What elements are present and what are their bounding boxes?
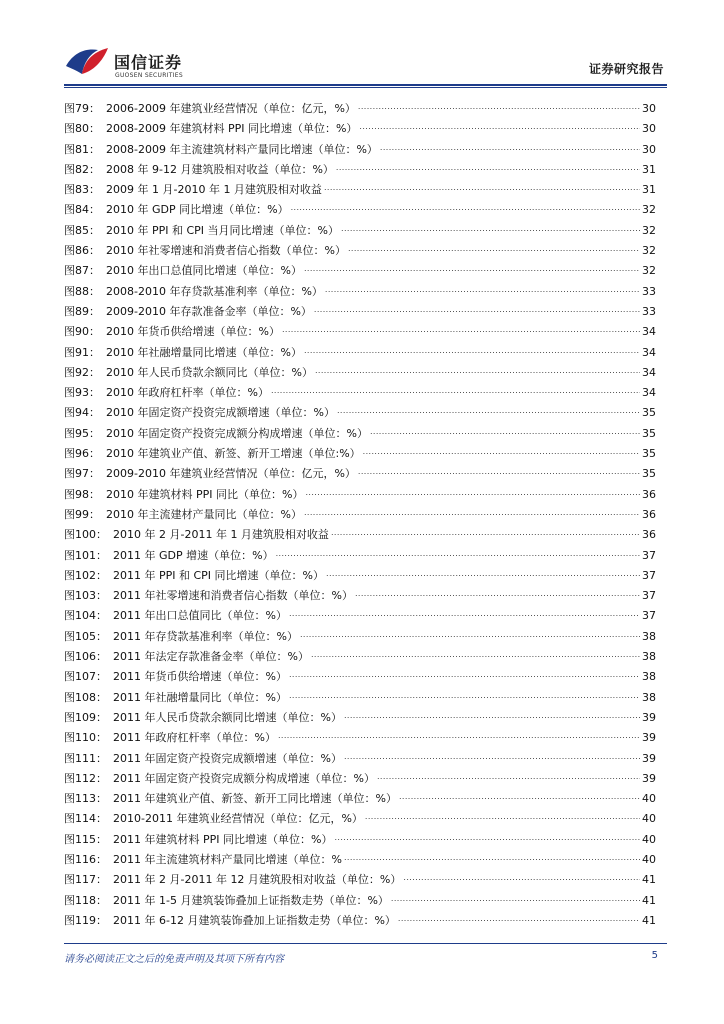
logo-chinese-name: 国信证券 [114,53,183,72]
report-type-label: 证券研究报告 [588,62,664,76]
toc-entry-page: 30 [642,102,656,115]
guosen-logo-mark-icon [64,40,110,80]
toc-entry-page: 39 [642,771,656,785]
toc-entry-title: 2011 年法定存款准备金率（单位：%） [113,650,309,664]
toc-entry-leader [358,96,640,117]
toc-entry-leader [359,116,640,137]
toc-entry-leader [289,664,640,685]
toc-entry-leader [278,725,640,746]
toc-entry-number: 图98： [64,487,100,501]
toc-entry-leader [289,685,640,706]
toc-entry-number: 图99： [64,507,100,521]
toc-entry-leader [291,197,640,218]
toc-entry-number: 图91： [64,345,100,359]
toc-entry[interactable] [64,911,656,931]
page-header [64,40,664,84]
toc-entry-number: 图115： [64,832,107,846]
toc-entry-page: 30 [642,142,656,156]
toc-entry-page: 34 [642,386,656,400]
toc-entry-page: 37 [642,568,656,582]
toc-entry-title: 2010 年 2 月-2011 年 1 月建筑股相对收益 [113,528,329,542]
toc-entry-leader [336,157,640,178]
toc-entry-number: 图88： [64,284,100,298]
toc-entry-page: 40 [642,852,656,866]
toc-entry-leader [305,482,640,503]
toc-entry-title: 2010-2011 年建筑业经营情况（单位：亿元，%） [113,812,363,826]
toc-entry-title: 2010 年政府杠杆率（单位：%） [106,386,269,400]
toc-entry-leader [289,603,640,624]
toc-entry-page: 32 [642,223,656,237]
toc-entry-page: 36 [642,507,656,521]
toc-entry-number: 图112： [64,771,107,785]
toc-entry-page: 35 [642,467,656,481]
toc-entry-page: 36 [642,487,656,501]
footer-page-number: 5 [651,950,658,961]
toc-entry-title: 2011 年政府杠杆率（单位：%） [113,731,276,745]
toc-entry-number: 图93： [64,386,100,400]
toc-entry-title: 2010 年人民币贷款余额同比（单位：%） [106,365,313,379]
toc-entry-title: 2011 年固定资产投资完成额分构成增速（单位：%） [113,771,375,785]
toc-entry-number: 图111： [64,751,107,765]
toc-entry-title: 2009-2010 年建筑业经营情况（单位：亿元，%） [106,467,356,481]
toc-entry-title: 2006-2009 年建筑业经营情况（单位：亿元，%） [106,102,356,115]
toc-entry-title: 2011 年主流建筑材料产量同比增速（单位：% [113,852,342,866]
toc-entry-leader [380,137,640,158]
toc-entry-title: 2011 年建筑材料 PPI 同比增速（单位：%） [113,832,333,846]
toc-entry-number: 图100： [64,528,107,542]
toc-entry-title: 2011 年出口总值同比（单位：%） [113,609,287,623]
toc-entry-leader [370,421,640,442]
toc-entry-leader [326,563,640,584]
toc-entry-number: 图102： [64,568,107,582]
toc-entry-page: 39 [642,731,656,745]
toc-entry-page: 38 [642,629,656,643]
toc-entry-title: 2011 年存贷款基准利率（单位：%） [113,629,298,643]
toc-entry-page: 30 [642,122,656,136]
toc-entry-page: 33 [642,284,656,298]
header-divider-thin [64,87,667,88]
toc-entry-page: 41 [642,893,656,907]
toc-entry-number: 图119： [64,913,107,927]
toc-entry-page: 35 [642,426,656,440]
toc-entry-title: 2010 年出口总值同比增速（单位：%） [106,264,302,278]
toc-entry-title: 2011 年人民币贷款余额同比增速（单位：%） [113,710,342,724]
toc-entry-page: 38 [642,690,656,704]
toc-entry-leader [300,624,640,645]
toc-entry-leader [337,400,640,421]
toc-entry-page: 41 [642,873,656,887]
toc-entry-page: 40 [642,832,656,846]
toc-entry-leader [355,583,640,604]
toc-entry-title: 2011 年 GDP 增速（单位：%） [113,548,274,562]
toc-entry-title: 2010 年建筑业产值、新签、新开工增速（单位:%） [106,447,361,461]
toc-entry-number: 图104： [64,609,107,623]
toc-entry-page: 34 [642,325,656,339]
toc-entry-leader [325,279,640,300]
toc-entry-page: 38 [642,650,656,664]
toc-entry-title: 2010 年固定资产投资完成额增速（单位：%） [106,406,335,420]
toc-entry-page: 40 [642,812,656,826]
toc-entry-number: 图82： [64,162,100,176]
toc-entry-title: 2011 年固定资产投资完成额增速（单位：%） [113,751,342,765]
toc-entry-leader [377,766,640,787]
toc-entry-title: 2010 年社融增量同比增速（单位：%） [106,345,302,359]
toc-entry-number: 图84： [64,203,100,217]
toc-entry-number: 图117： [64,873,107,887]
toc-entry-page: 37 [642,589,656,603]
toc-entry-number: 图79： [64,102,100,115]
toc-entry-page: 34 [642,345,656,359]
toc-entry-number: 图118： [64,893,107,907]
toc-entry-leader [324,177,640,198]
toc-entry-title: 2011 年 1-5 月建筑装饰叠加上证指数走势（单位：%） [113,893,389,907]
toc-entry-number: 图101： [64,548,107,562]
toc-entry-page: 39 [642,710,656,724]
toc-entry-page: 39 [642,751,656,765]
toc-entry-title: 2009-2010 年存款准备金率（单位：%） [106,304,312,318]
toc-entry-title: 2010 年社零增速和消费者信心指数（单位：%） [106,244,346,258]
toc-entry-leader [304,502,640,523]
toc-entry-leader [344,705,640,726]
toc-entry-leader [271,380,640,401]
toc-entry-number: 图107： [64,670,107,684]
toc-entry-number: 图87： [64,264,100,278]
toc-entry-leader [365,806,640,827]
toc-entry-leader [282,319,640,340]
toc-entry-number: 图106： [64,650,107,664]
toc-entry-number: 图90： [64,325,100,339]
toc-entry-title: 2010 年 PPI 和 CPI 当月同比增速（单位：%） [106,223,339,237]
toc-entry-page: 37 [642,548,656,562]
toc-entry-title: 2010 年建筑材料 PPI 同比（单位：%） [106,487,304,501]
toc-entry-leader [344,746,640,767]
toc-entry-leader [311,644,640,665]
toc-entry-page: 38 [642,670,656,684]
toc-entry-title: 2008 年 9-12 月建筑股相对收益（单位：%） [106,162,334,176]
toc-entry-page: 31 [642,162,656,176]
toc-entry-page: 35 [642,406,656,420]
toc-entry-leader [276,543,640,564]
header-divider [64,84,667,86]
toc-entry-leader [391,888,640,909]
footer-disclaimer: 请务必阅读正文之后的免责声明及其项下所有内容 [64,954,284,965]
toc-entry-title: 2010 年货币供给增速（单位：%） [106,325,280,339]
toc-entry-leader [334,827,640,848]
toc-entry-number: 图92： [64,365,100,379]
toc-entry-title: 2008-2009 年主流建筑材料产量同比增速（单位：%） [106,142,378,156]
toc-entry-leader [363,441,640,462]
toc-entry-leader [304,340,640,361]
toc-entry-page: 32 [642,244,656,258]
toc-entry-title: 2011 年建筑业产值、新签、新开工同比增速（单位：%） [113,792,397,806]
toc-entry-number: 图108： [64,690,107,704]
toc-entry-title: 2011 年社零增速和消费者信心指数（单位：%） [113,589,353,603]
toc-entry-number: 图81： [64,142,100,156]
toc-entry-number: 图105： [64,629,107,643]
toc-entry-page: 34 [642,365,656,379]
toc-entry-leader [341,218,640,239]
toc-entry-title: 2010 年固定资产投资完成额分构成增速（单位：%） [106,426,368,440]
toc-entry-number: 图89： [64,304,100,318]
toc-entry-leader [403,867,640,888]
toc-entry-page: 37 [642,609,656,623]
toc-entry-page: 33 [642,304,656,318]
toc-entry-title: 2011 年社融增量同比（单位：%） [113,690,287,704]
toc-entry-title: 2011 年货币供给增速（单位：%） [113,670,287,684]
toc-entry-leader [398,908,640,929]
toc-entry-page: 32 [642,264,656,278]
guosen-logo [64,40,204,84]
toc-entry-title: 2008-2010 年存贷款基准利率（单位：%） [106,284,323,298]
toc-entry-title: 2010 年 GDP 同比增速（单位：%） [106,203,289,217]
toc-entry-leader [315,360,640,381]
toc-entry-number: 图103： [64,589,107,603]
toc-entry-page: 41 [642,913,656,927]
toc-entry-leader [344,847,640,868]
toc-entry-page: 36 [642,528,656,542]
toc-entry-number: 图116： [64,852,107,866]
toc-entry-number: 图97： [64,467,100,481]
toc-entry-page: 31 [642,183,656,197]
logo-english-name: GUOSEN SECURITIES [115,72,184,79]
toc-entry-leader [399,786,640,807]
toc-entry-number: 图86： [64,244,100,258]
toc-entry-number: 图113： [64,792,107,806]
toc-entry-page: 32 [642,203,656,217]
toc-entry-leader [314,299,640,320]
toc-entry-number: 图80： [64,122,100,136]
toc-entry-page: 35 [642,447,656,461]
toc-entry-number: 图94： [64,406,100,420]
toc-entry-title: 2009 年 1 月-2010 年 1 月建筑股相对收益 [106,183,322,197]
toc-entry-title: 2008-2009 年建筑材料 PPI 同比增速（单位：%） [106,122,358,136]
toc-entry-page: 40 [642,792,656,806]
toc-entry-number: 图110： [64,731,107,745]
toc-entry-number: 图83： [64,183,100,197]
toc-entry-number: 图95： [64,426,100,440]
footer-divider [64,943,667,944]
toc-entry-number: 图114： [64,812,107,826]
toc-entry-title: 2011 年 PPI 和 CPI 同比增速（单位：%） [113,568,324,582]
figure-list [64,99,656,931]
toc-entry-number: 图109： [64,710,107,724]
toc-entry-leader [358,461,640,482]
toc-entry-leader [331,522,640,543]
toc-entry-number: 图96： [64,447,100,461]
toc-entry-number: 图85： [64,223,100,237]
toc-entry-title: 2010 年主流建材产量同比（单位：%） [106,507,302,521]
toc-entry-title: 2011 年 6-12 月建筑装饰叠加上证指数走势（单位：%） [113,913,396,927]
toc-entry-leader [304,258,640,279]
toc-entry-title: 2011 年 2 月-2011 年 12 月建筑股相对收益（单位：%） [113,873,402,887]
toc-entry-leader [348,238,640,259]
